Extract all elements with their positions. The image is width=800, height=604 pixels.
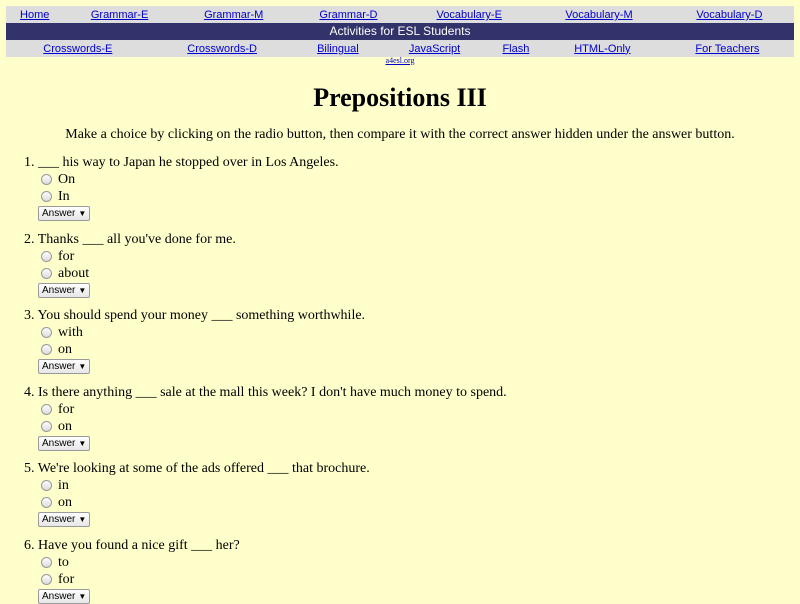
radio-button[interactable] (41, 574, 52, 585)
question-stem: 6. Have you found a nice gift ___ her? (24, 538, 240, 553)
option-row (41, 401, 507, 418)
answer-label: Answer (42, 438, 76, 449)
dropdown-caret-icon: ▼ (78, 362, 87, 371)
option-row (41, 248, 236, 265)
question-stem: 4. Is there anything ___ sale at the mall this week? I don't have much money to spend. (24, 385, 507, 400)
secondary-nav (6, 40, 794, 57)
nav-link-for-teachers[interactable]: For Teachers (695, 42, 760, 55)
nav-cell (533, 6, 665, 24)
page-title: Prepositions III (313, 83, 487, 112)
radio-button[interactable] (41, 497, 52, 508)
option-label: on (58, 419, 72, 434)
radio-button[interactable] (41, 191, 52, 202)
nav-link-javascript[interactable]: JavaScript (408, 42, 461, 55)
option-label: In (58, 189, 70, 204)
question-1 (24, 155, 339, 221)
nav-cell (292, 6, 406, 24)
option-label: on (58, 495, 72, 510)
nav-link-bilingual[interactable]: Bilingual (317, 42, 359, 55)
nav-link-grammar-m[interactable]: Grammar-M (204, 9, 264, 21)
question-stem: 3. You should spend your money ___ something worthwhile. (24, 308, 366, 323)
option-label: in (58, 478, 69, 493)
question-4 (24, 385, 507, 451)
question-2 (24, 232, 236, 298)
nav-cell (381, 40, 488, 57)
question-5 (24, 461, 370, 527)
radio-button[interactable] (41, 174, 52, 185)
dropdown-caret-icon: ▼ (78, 592, 87, 601)
nav-link-vocabulary-m[interactable]: Vocabulary-M (565, 9, 633, 21)
nav-cell (405, 6, 533, 24)
radio-button[interactable] (41, 251, 52, 262)
option-row (41, 265, 236, 282)
answer-button[interactable] (38, 512, 90, 527)
nav-link-vocabulary-d[interactable]: Vocabulary-D (696, 9, 763, 21)
dropdown-caret-icon: ▼ (78, 209, 87, 218)
question-stem: 5. We're looking at some of the ads offered ___ that brochure. (24, 461, 370, 476)
nav-cell (176, 6, 292, 24)
nav-cell (661, 40, 794, 57)
radio-button[interactable] (41, 344, 52, 355)
question-stem: 2. Thanks ___ all you've done for me. (24, 232, 236, 247)
nav-link-crosswords-e[interactable]: Crosswords-E (43, 42, 113, 55)
radio-button[interactable] (41, 480, 52, 491)
answer-label: Answer (42, 208, 76, 219)
answer-label: Answer (42, 361, 76, 372)
option-row (41, 571, 240, 588)
answer-button[interactable] (38, 283, 90, 298)
answer-button[interactable] (38, 589, 90, 604)
dropdown-caret-icon: ▼ (78, 515, 87, 524)
option-label: with (58, 325, 83, 340)
radio-button[interactable] (41, 404, 52, 415)
nav-cell (544, 40, 661, 57)
answer-button[interactable] (38, 359, 90, 374)
nav-link-grammar-d[interactable]: Grammar-D (319, 9, 378, 21)
dropdown-caret-icon: ▼ (78, 439, 87, 448)
answer-label: Answer (42, 591, 76, 602)
site-link[interactable]: a4esl.org (385, 56, 415, 65)
nav-cell (150, 40, 295, 57)
answer-button[interactable] (38, 436, 90, 451)
option-row (41, 341, 365, 358)
question-3 (24, 308, 365, 374)
option-row (41, 477, 370, 494)
nav-cell (665, 6, 794, 24)
nav-link-home[interactable]: Home (20, 9, 50, 21)
question-6 (24, 538, 240, 604)
radio-button[interactable] (41, 557, 52, 568)
nav-link-flash[interactable]: Flash (502, 42, 530, 55)
option-label: On (58, 172, 76, 187)
site-link-row (0, 56, 800, 65)
option-row (41, 418, 507, 435)
option-row (41, 171, 339, 188)
instructions: Make a choice by clicking on the radio button, then compare it with the correct answer hidden under the answer button. (65, 127, 735, 142)
option-row (41, 554, 240, 571)
nav-cell (488, 40, 544, 57)
radio-button[interactable] (41, 268, 52, 279)
dropdown-caret-icon: ▼ (78, 286, 87, 295)
option-label: for (58, 572, 75, 587)
nav-cell (63, 6, 175, 24)
option-label: on (58, 342, 72, 357)
top-nav (6, 6, 794, 24)
site-banner: Activities for ESL Students (6, 23, 794, 40)
nav-link-vocabulary-e[interactable]: Vocabulary-E (436, 9, 502, 21)
question-stem: 1. ___ his way to Japan he stopped over in Los Angeles. (24, 155, 339, 170)
option-label: for (58, 249, 75, 264)
option-label: to (58, 555, 69, 570)
nav-link-grammar-e[interactable]: Grammar-E (90, 9, 149, 21)
nav-link-crosswords-d[interactable]: Crosswords-D (187, 42, 257, 55)
option-row (41, 494, 370, 511)
answer-label: Answer (42, 514, 76, 525)
radio-button[interactable] (41, 421, 52, 432)
answer-button[interactable] (38, 206, 90, 221)
nav-cell (6, 40, 150, 57)
nav-cell (295, 40, 382, 57)
option-row (41, 188, 339, 205)
option-label: for (58, 402, 75, 417)
answer-label: Answer (42, 285, 76, 296)
option-label: about (58, 266, 90, 281)
option-row (41, 324, 365, 341)
nav-cell (6, 6, 63, 24)
radio-button[interactable] (41, 327, 52, 338)
nav-link-html-only[interactable]: HTML-Only (574, 42, 631, 55)
